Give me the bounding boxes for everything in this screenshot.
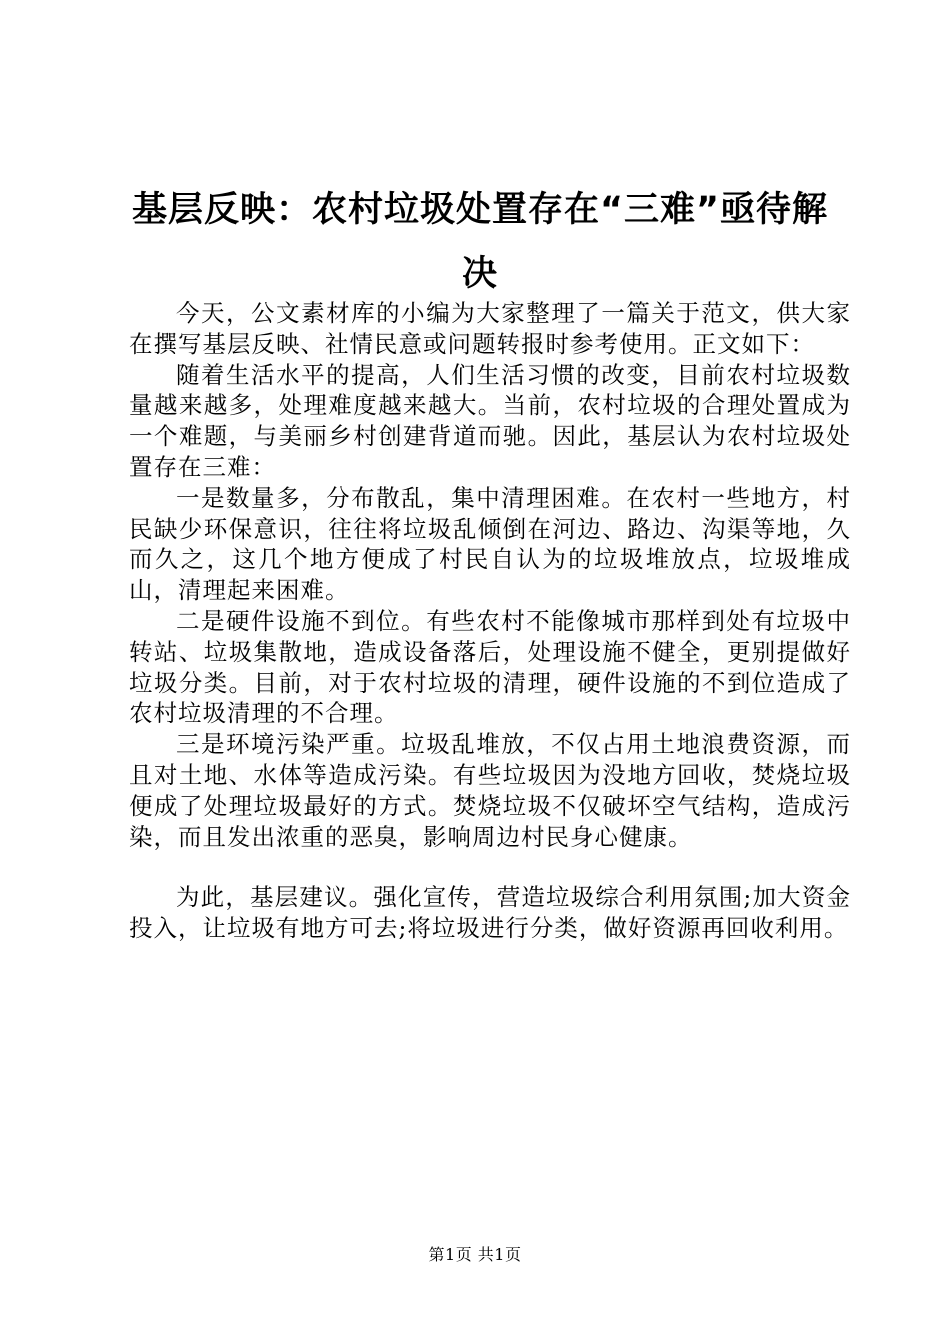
paragraph-difficulty-three: 三是环境污染严重。垃圾乱堆放，不仅占用土地浪费资源，而且对土地、水体等造成污染。有些垃圾因为没地方回收，焚烧垃圾便成了处理垃圾最好的方式。焚烧垃圾不仅破坏空气结构，造成污染，而且发出浓重的恶臭，影响周边村民身心健康。	[129, 730, 851, 851]
document-title: 基层反映：农村垃圾处置存在“三难”亟待解决	[131, 190, 828, 294]
paragraph-difficulty-two: 二是硬件设施不到位。有些农村不能像城市那样到处有垃圾中转站、垃圾集散地，造成设备落后，处理设施不健全，更别提做好垃圾分类。目前，对于农村垃圾的清理，硬件设施的不到位造成了农村垃圾清理的不合理。	[129, 606, 851, 728]
paragraph-difficulty-one: 一是数量多，分布散乱，集中清理困难。在农村一些地方，村民缺少环保意识，往往将垃圾乱倾倒在河边、路边、沟渠等地，久而久之，这几个地方便成了村民自认为的垃圾堆放点，垃圾堆成山，清理起来困难。	[129, 483, 851, 605]
paragraph-intro: 今天，公文素材库的小编为大家整理了一篇关于范文，供大家在撰写基层反映、社情民意或问题转报时参考使用。正文如下：	[129, 299, 851, 358]
paragraph-background: 随着生活水平的提高，人们生活习惯的改变，目前农村垃圾数量越来越多，处理难度越来越大。当前，农村垃圾的合理处置成为一个难题，与美丽乡村创建背道而驰。因此，基层认为农村垃圾处置存在三难：	[129, 360, 851, 481]
paragraph-spacer	[129, 852, 851, 882]
document-body	[129, 298, 851, 944]
paragraph-recommendation: 为此，基层建议。强化宣传，营造垃圾综合利用氛围;加大资金投入，让垃圾有地方可去;将垃圾进行分类，做好资源再回收利用。	[129, 883, 851, 943]
page-footer: 第1页 共1页	[428, 1245, 522, 1264]
